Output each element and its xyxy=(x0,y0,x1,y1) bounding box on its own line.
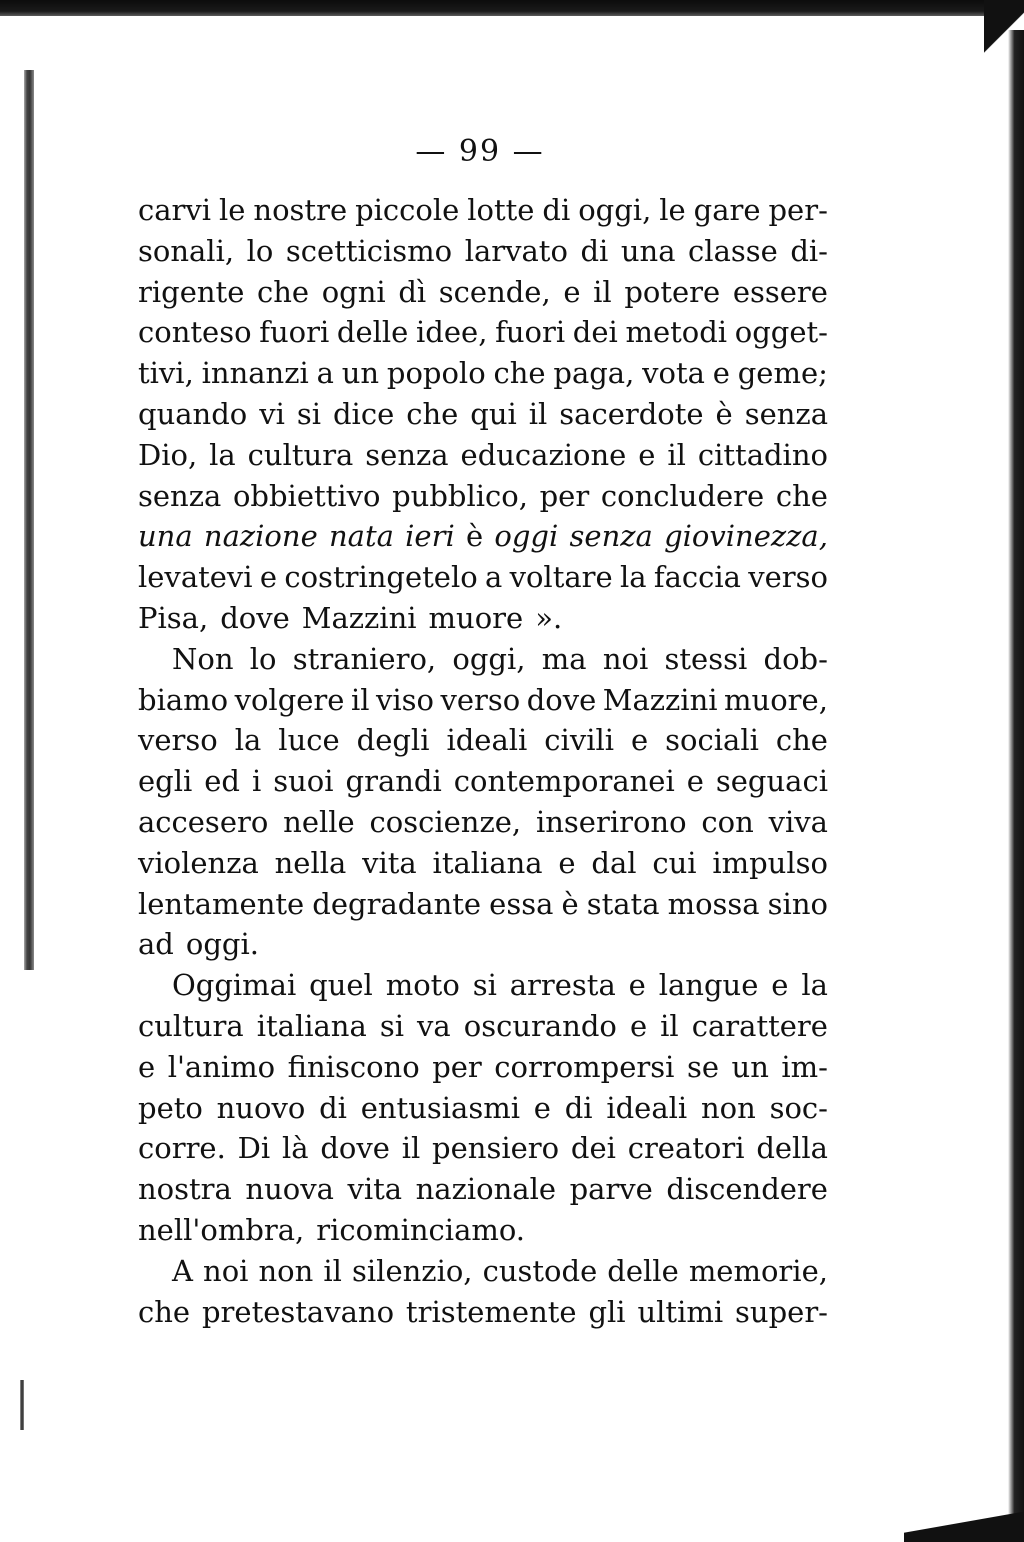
text-line: verso la luce degli ideali civili e sociali che xyxy=(138,723,828,758)
scan-edge-right xyxy=(1008,30,1024,1542)
text-line: cultura italiana si va oscurando e il carattere xyxy=(138,1008,828,1043)
text-line: Dio, la cultura senza educazione e il cittadino xyxy=(138,437,828,472)
text-line: quando vi si dice che qui il sacerdote è senza xyxy=(138,396,828,431)
scan-edge-left-mark xyxy=(20,1380,24,1430)
text-line: nostra nuova vita nazionale parve discendere xyxy=(138,1172,828,1207)
text-line: rigente che ogni dì scende, e il potere essere xyxy=(138,274,828,309)
page-number: — 99 — xyxy=(415,134,545,169)
text-line: e l'animo finiscono per corrompersi se un im- xyxy=(138,1049,828,1084)
text-line: che pretestavano tristemente gli ultimi super- xyxy=(138,1294,828,1329)
text-line: sonali, lo scetticismo larvato di una classe di- xyxy=(138,233,828,268)
scan-edge-bottom xyxy=(904,1512,1024,1542)
text-line: A noi non il silenzio, custode delle memorie, xyxy=(172,1253,828,1288)
text-line: una nazione nata ieri è oggi senza giovinezza, xyxy=(138,519,828,554)
text-line: egli ed i suoi grandi contemporanei e seguaci xyxy=(138,764,828,799)
text-line: Oggimai quel moto si arresta e langue e la xyxy=(172,968,828,1003)
text-line: corre. Di là dove il pensiero dei creatori della xyxy=(138,1131,828,1166)
text-line: senza obbiettivo pubblico, per concludere che xyxy=(138,478,828,513)
text-line: Non lo straniero, oggi, ma noi stessi dob- xyxy=(172,641,828,676)
text-line: violenza nella vita italiana e dal cui impulso xyxy=(138,845,828,880)
text-line: carvi le nostre piccole lotte di oggi, le gare per- xyxy=(138,193,828,227)
text-line: peto nuovo di entusiasmi e di ideali non soc- xyxy=(138,1090,828,1125)
text-line: tivi, innanzi a un popolo che paga, vota e geme; xyxy=(138,356,828,391)
text-line: conteso fuori delle idee, fuori dei metodi ogget- xyxy=(138,315,828,350)
text-line: Pisa, dove Mazzini muore ». xyxy=(138,600,563,635)
text-line: accesero nelle coscienze, inserirono con viva xyxy=(138,804,828,839)
scan-edge-left xyxy=(24,70,34,970)
text-line: biamo volgere il viso verso dove Mazzini muore, xyxy=(138,682,828,717)
text-line: levatevi e costringetelo a voltare la faccia verso xyxy=(138,560,828,595)
text-line: ad oggi. xyxy=(138,927,259,962)
text-line: nell'ombra, ricominciamo. xyxy=(138,1212,526,1247)
body-text xyxy=(138,190,828,1332)
scan-edge-top xyxy=(0,0,1010,16)
text-line: lentamente degradante essa è stata mossa sino xyxy=(138,886,828,921)
